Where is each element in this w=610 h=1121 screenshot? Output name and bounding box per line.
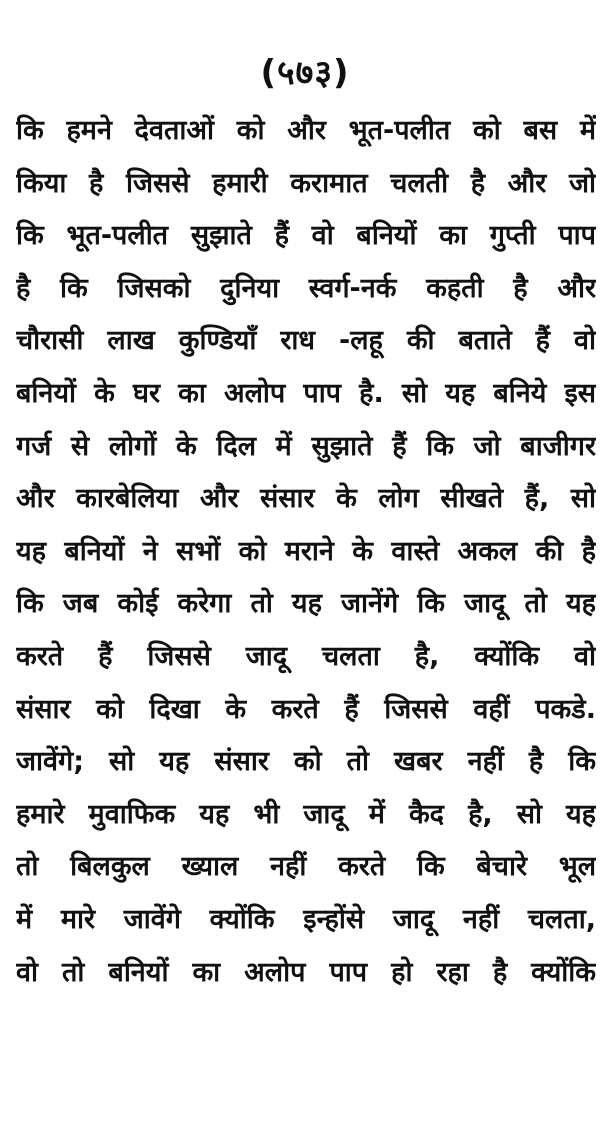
text-line: है कि जिसको दुनिया स्वर्ग-नर्क कहती है और [16,272,596,304]
text-line: संसार को दिखा के करते हैं जिससे वहीं पकडे. [16,693,596,725]
text-line: बनियों के घर का अलोप पाप है. सो यह बनिये इस [16,377,596,409]
text-line: यह बनियों ने सभों को मराने के वास्ते अकल की है [16,535,596,567]
text-line: कि हमने देवताओं को और भूत-पलीत को बस में [16,115,596,146]
text-line: कि जब कोई करेगा तो यह जानेंगे कि जादू तो यह [16,588,596,620]
text-line: कि भूत-पलीत सुझाते हैं वो बनियों का गुप्ती पाप [16,220,596,252]
text-line: तो बिलकुल ख्याल नहीं करते कि बेचारे भूल [16,851,596,883]
text-line: वो तो बनियों का अलोप पाप हो रहा है क्योंकि [16,956,596,988]
text-line: किया है जिससे हमारी करामात चलती है और जो [16,167,596,199]
text-body [16,105,596,999]
page-number: (५७३) [260,53,350,93]
text-line: करते हैं जिससे जादू चलता है, क्योंकि वो [16,640,596,672]
text-line: और कारबेलिया और संसार के लोग सीखते हैं, सो [16,483,596,515]
text-line: में मारे जावेंगे क्योंकि इन्होंसे जादू नहीं चलता, [16,903,596,935]
text-line: चौरासी लाख कुण्डियाँ राध -लहू की बताते हैं वो [16,325,596,357]
text-line: हमारे मुवाफिक यह भी जादू में कैद है, सो यह [16,798,596,830]
text-line: गर्ज से लोगों के दिल में सुझाते हैं कि जो बाजीगर [16,430,596,462]
text-line: जावेंगे; सो यह संसार को तो खबर नहीं है कि [16,746,596,778]
